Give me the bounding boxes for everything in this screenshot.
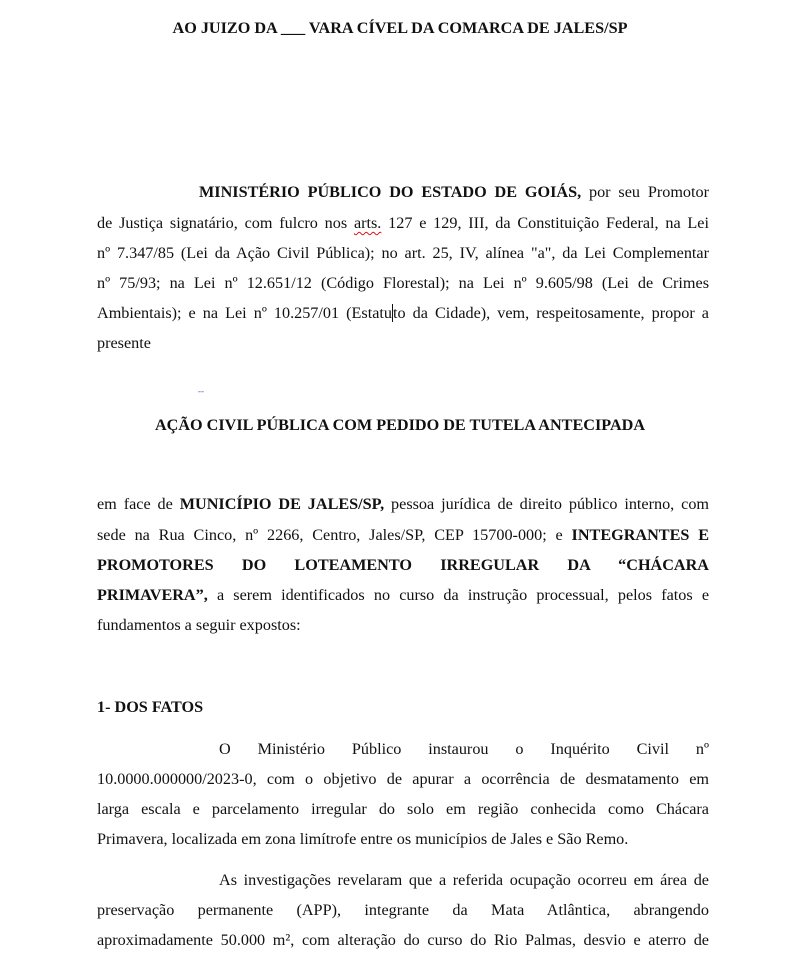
facts-p1-line-4: Primavera, localizada em zona limítrofe entre os municípios de Jales e São Remo. xyxy=(97,830,629,848)
court-blank: ___ xyxy=(280,19,306,37)
defendant-municipality: MUNICÍPIO DE JALES/SP, xyxy=(179,495,385,513)
parties-line-2: sede na Rua Cinco, nº 2266, Centro, Jales/SP, CEP 15700-000; e INTEGRANTES E xyxy=(97,526,709,544)
action-title: AÇÃO CIVIL PÚBLICA COM PEDIDO DE TUTELA ANTECIPADA xyxy=(154,416,646,434)
intro-line-1: MINISTÉRIO PÚBLICO DO ESTADO DE GOIÁS, por seu Promotor xyxy=(199,183,709,201)
intro-line-3: nº 7.347/85 (Lei da Ação Civil Pública); no art. 25, IV, alínea "a", da Lei Complementar xyxy=(97,244,709,262)
parties-line-1: em face de MUNICÍPIO DE JALES/SP, pessoa jurídica de direito público interno, com xyxy=(97,495,710,513)
spellcheck-word[interactable]: arts. xyxy=(353,214,382,232)
intro-line-2: de Justiça signatário, com fulcro nos arts. 127 e 129, III, da Constituição Federal, na Lei xyxy=(97,214,709,232)
section-heading: 1- DOS FATOS xyxy=(97,698,204,716)
facts-p1-line-1: O Ministério Público instaurou o Inquérito Civil nº xyxy=(219,740,709,758)
parties-line-3: PROMOTORES DO LOTEAMENTO IRREGULAR DA “CHÁCARA xyxy=(97,556,709,574)
facts-p2-line-1: As investigações revelaram que a referida ocupação ocorreu em área de xyxy=(219,871,709,889)
plaintiff-name: MINISTÉRIO PÚBLICO DO ESTADO DE GOIÁS, xyxy=(199,183,582,201)
facts-p2-line-2: preservação permanente (APP), integrante da Mata Atlântica, abrangendo xyxy=(97,901,709,919)
parties-line-5: fundamentos a seguir expostos: xyxy=(97,616,301,634)
intro-line-5: Ambientais); e na Lei nº 10.257/01 (Estatuto da Cidade), vem, respeitosamente, propor a xyxy=(97,304,709,322)
intro-line-4: nº 75/93; na Lei nº 12.651/12 (Código Florestal); na Lei nº 9.605/98 (Lei de Crimes xyxy=(97,274,709,292)
court-suffix: VARA CÍVEL DA COMARCA DE JALES/SP xyxy=(305,19,628,37)
intro-line-6: presente xyxy=(97,334,151,352)
formatting-marker: -- xyxy=(198,386,204,396)
court-heading xyxy=(0,18,800,38)
court-prefix: AO JUIZO DA xyxy=(172,19,281,37)
parties-line-4: PRIMAVERA”, a serem identificados no curso da instrução processual, pelos fatos e xyxy=(97,586,709,604)
facts-p1-line-2: 10.0000.000000/2023-0, com o objetivo de apurar a ocorrência de desmatamento em xyxy=(97,770,709,788)
facts-p2-line-3: aproximadamente 50.000 m², com alteração do curso do Rio Palmas, desvio e aterro de xyxy=(97,931,709,949)
facts-p1-line-3: larga escala e parcelamento irregular do solo em região conhecida como Chácara xyxy=(97,800,709,818)
